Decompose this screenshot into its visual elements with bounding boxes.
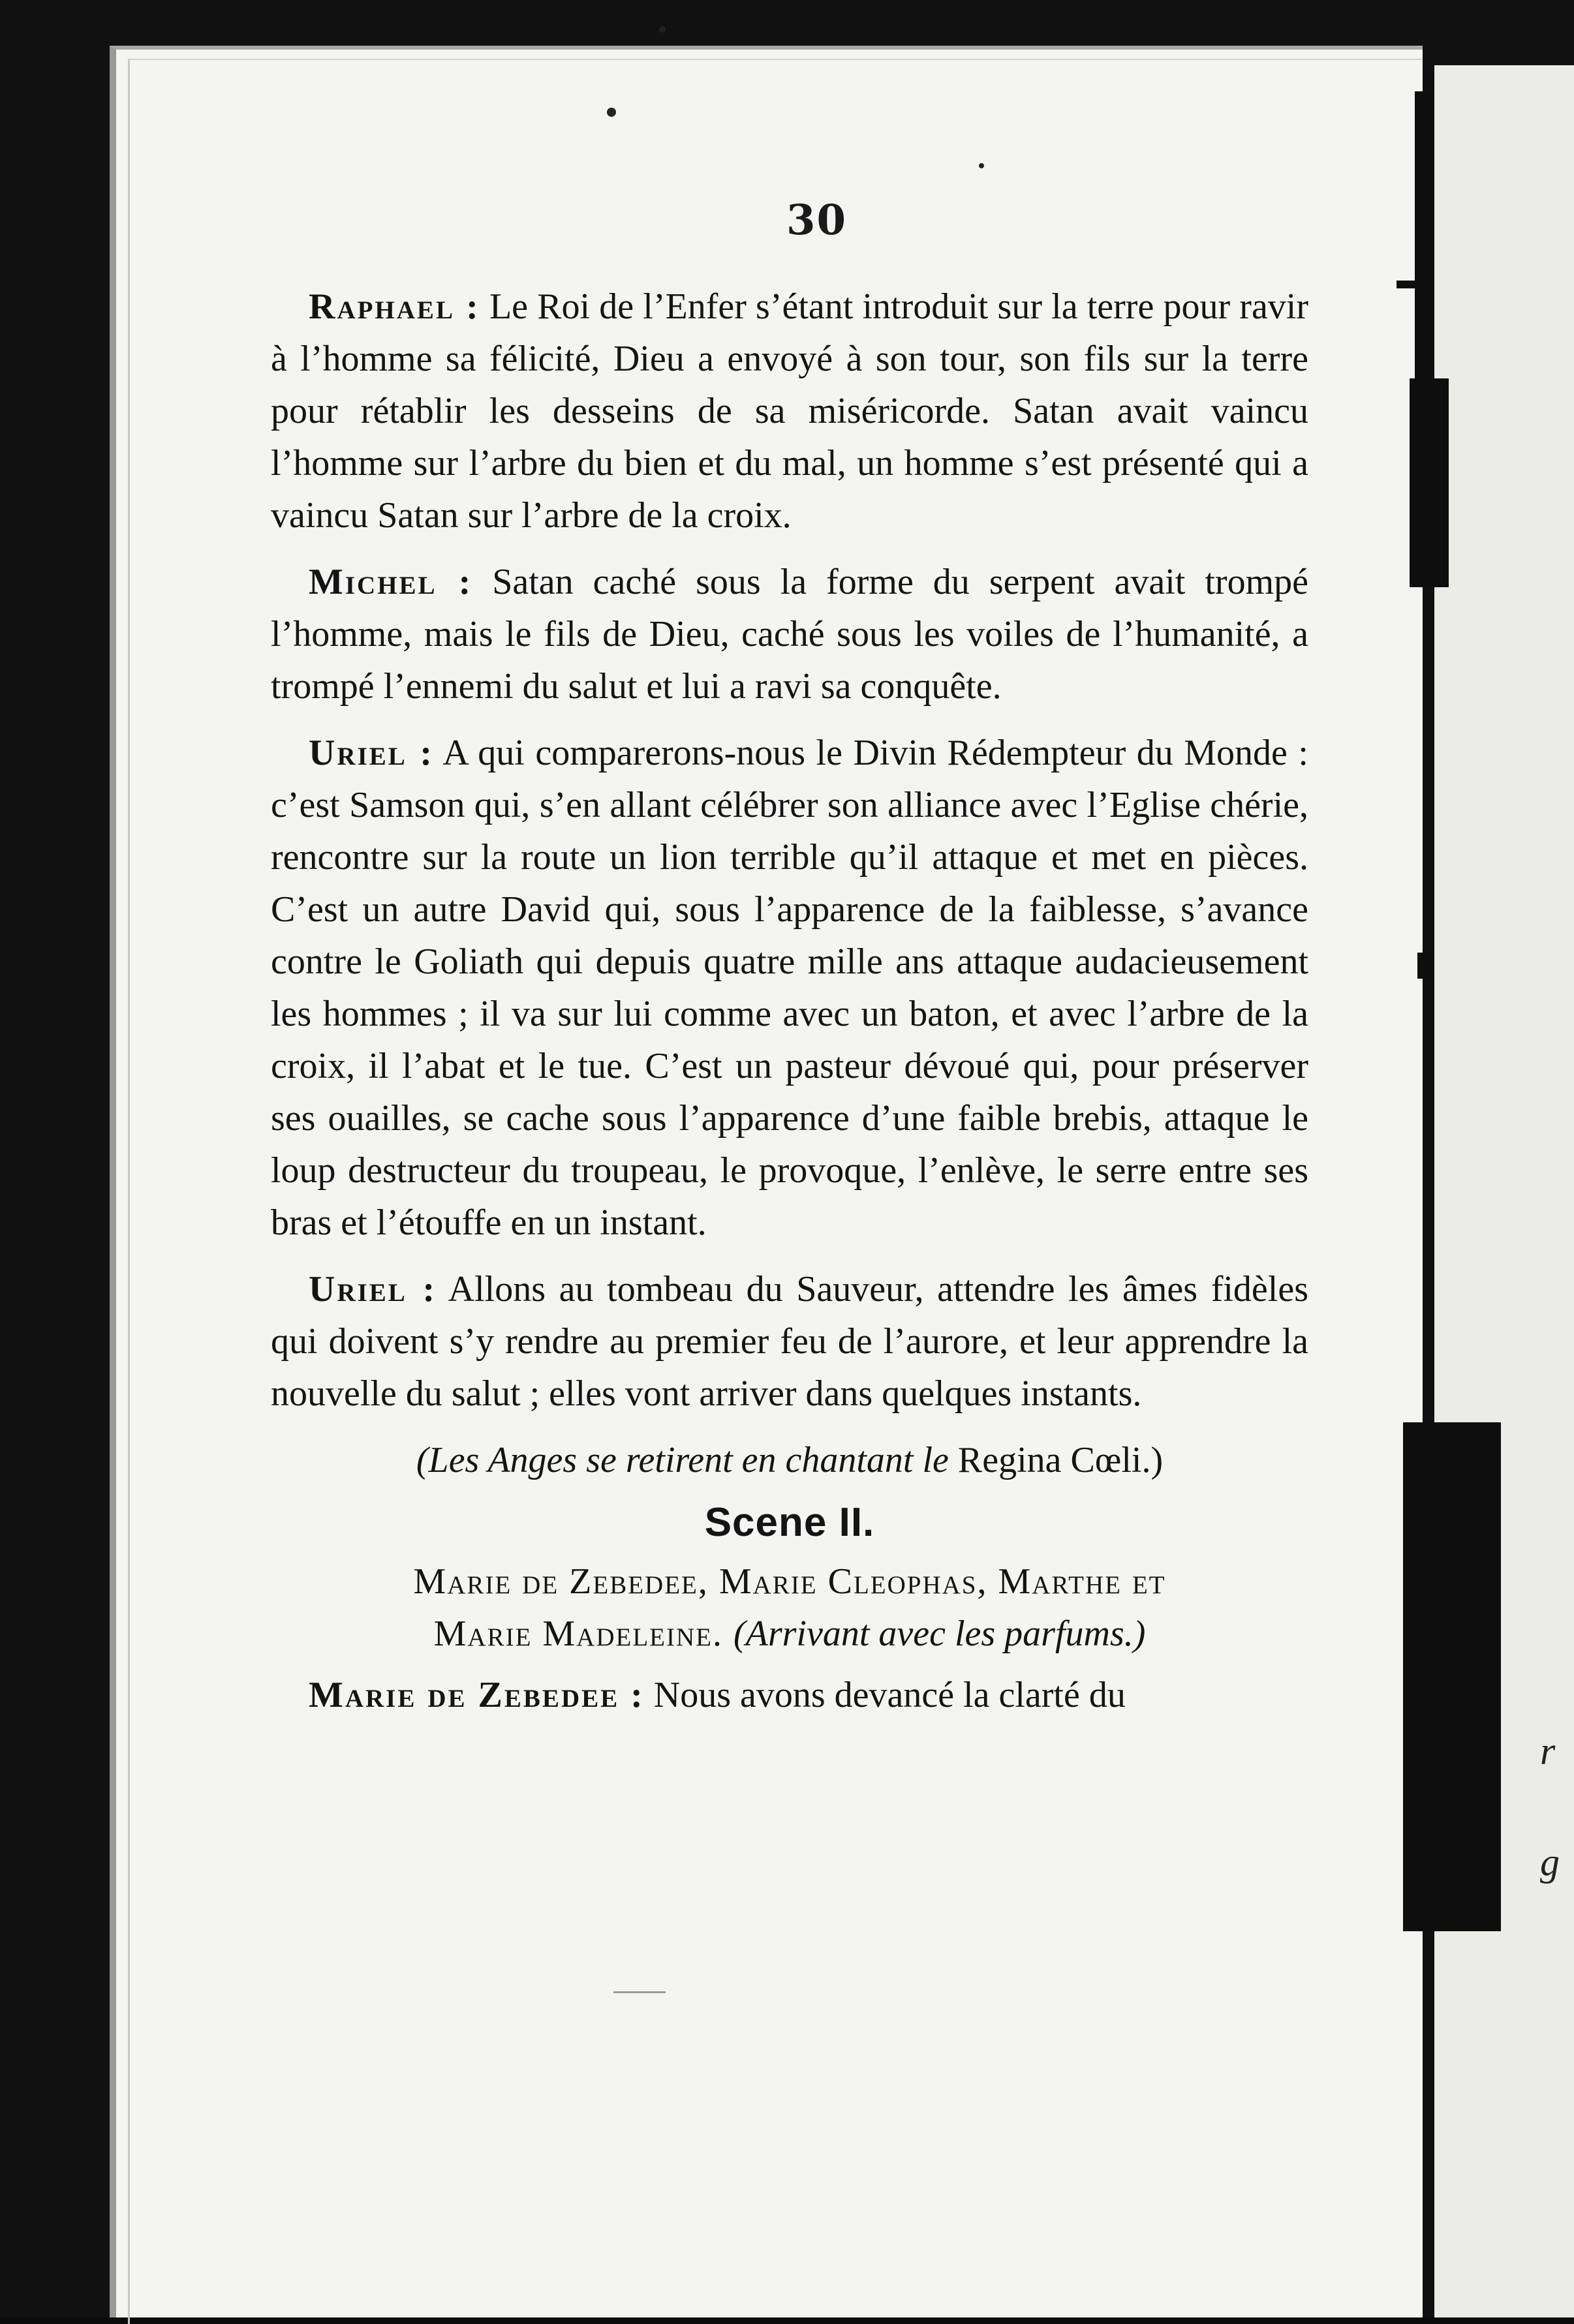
dialogue-text: Nous avons devancé la clarté du — [653, 1675, 1126, 1715]
dialogue-text: Satan caché sous la forme du serpent avait trompé l’homme, mais le fils de Dieu, caché sous les voiles de l’humanité, a trompé l’ennemi du salut et lui a ravi sa conquête. — [271, 562, 1308, 707]
binding-mark — [1410, 378, 1449, 587]
dialogue-text: A qui comparerons-nous le Divin Rédempteur du Monde : c’est Samson qui, s’en allant célébrer son alliance avec l’Eglise chérie, rencontre sur la route un lion terrible qu’il attaque et met en pièces. C’est un autre David qui, sous l’apparence de la faiblesse, s’avance contre le Goliath qui depuis quatre mille ans attaque audacieusement les hommes ; il va sur lui comme avec un baton, et avec l’arbre de la croix, il l’abat et le tue. C’est un pasteur dévoué qui, pour préserver ses ouailles, se cache sous l’apparence d’une faible brebis, attaque le loup destructeur du troupeau, le provoque, l’enlève, le serre entre ses bras et l’étouffe en un instant. — [271, 733, 1308, 1243]
dialogue-paragraph — [271, 1263, 1308, 1420]
cast-list-name: Marie Madeleine. — [433, 1613, 723, 1654]
binding-mark — [1397, 281, 1429, 288]
dialogue-paragraph — [271, 556, 1308, 712]
speaker-name: Uriel : — [309, 1269, 437, 1309]
stage-direction-roman: Regina Cœli.) — [957, 1440, 1164, 1480]
dialogue-text: Le Roi de l’Enfer s’étant introduit sur la terre pour ravir à l’homme sa félicité, Dieu a envoyé à son tour, son fils sur la terre pour rétablir les desseins de sa miséricorde. Satan avait vaincu l’homme sur l’arbre du bien et du mal, un homme s’est présenté qui a vaincu Satan sur l’arbre de la croix. — [271, 286, 1308, 536]
binding-mark — [1403, 1422, 1501, 1931]
cast-list-line — [271, 1608, 1308, 1660]
dialogue-paragraph — [271, 727, 1308, 1249]
stage-direction-italic: (Les Anges se retirent en chantant le — [416, 1440, 949, 1480]
page-divider — [613, 1991, 666, 1993]
facing-page-letter: g — [1540, 1841, 1560, 1884]
dialogue-paragraph — [271, 281, 1308, 542]
binding-mark — [1417, 953, 1434, 979]
dialogue-text: Allons au tombeau du Sauveur, attendre les âmes fidèles qui doivent s’y rendre au premier feu de l’aurore, et leur apprendre la nouvelle du salut ; elles vont arriver dans quelques instants. — [271, 1269, 1308, 1414]
speaker-name: Raphael : — [309, 286, 480, 327]
facing-page-letter: r — [1540, 1730, 1556, 1773]
ink-speck — [607, 108, 616, 117]
cast-list-line: Marie de Zebedee, Marie Cleophas, Marthe et — [413, 1561, 1166, 1602]
speaker-name: Michel : — [309, 562, 473, 602]
scene-heading: Scene II. — [704, 1500, 875, 1545]
cast-direction: (Arrivant avec les parfums.) — [733, 1613, 1146, 1654]
dialogue-paragraph — [271, 1669, 1308, 1721]
page-number: 30 — [786, 196, 848, 245]
ink-speck — [979, 163, 984, 168]
speaker-name: Uriel : — [309, 733, 434, 773]
ink-speck — [659, 26, 666, 33]
speaker-name: Marie de Zebedee : — [309, 1675, 645, 1715]
stage-direction — [271, 1434, 1308, 1486]
page-text — [271, 281, 1308, 1735]
